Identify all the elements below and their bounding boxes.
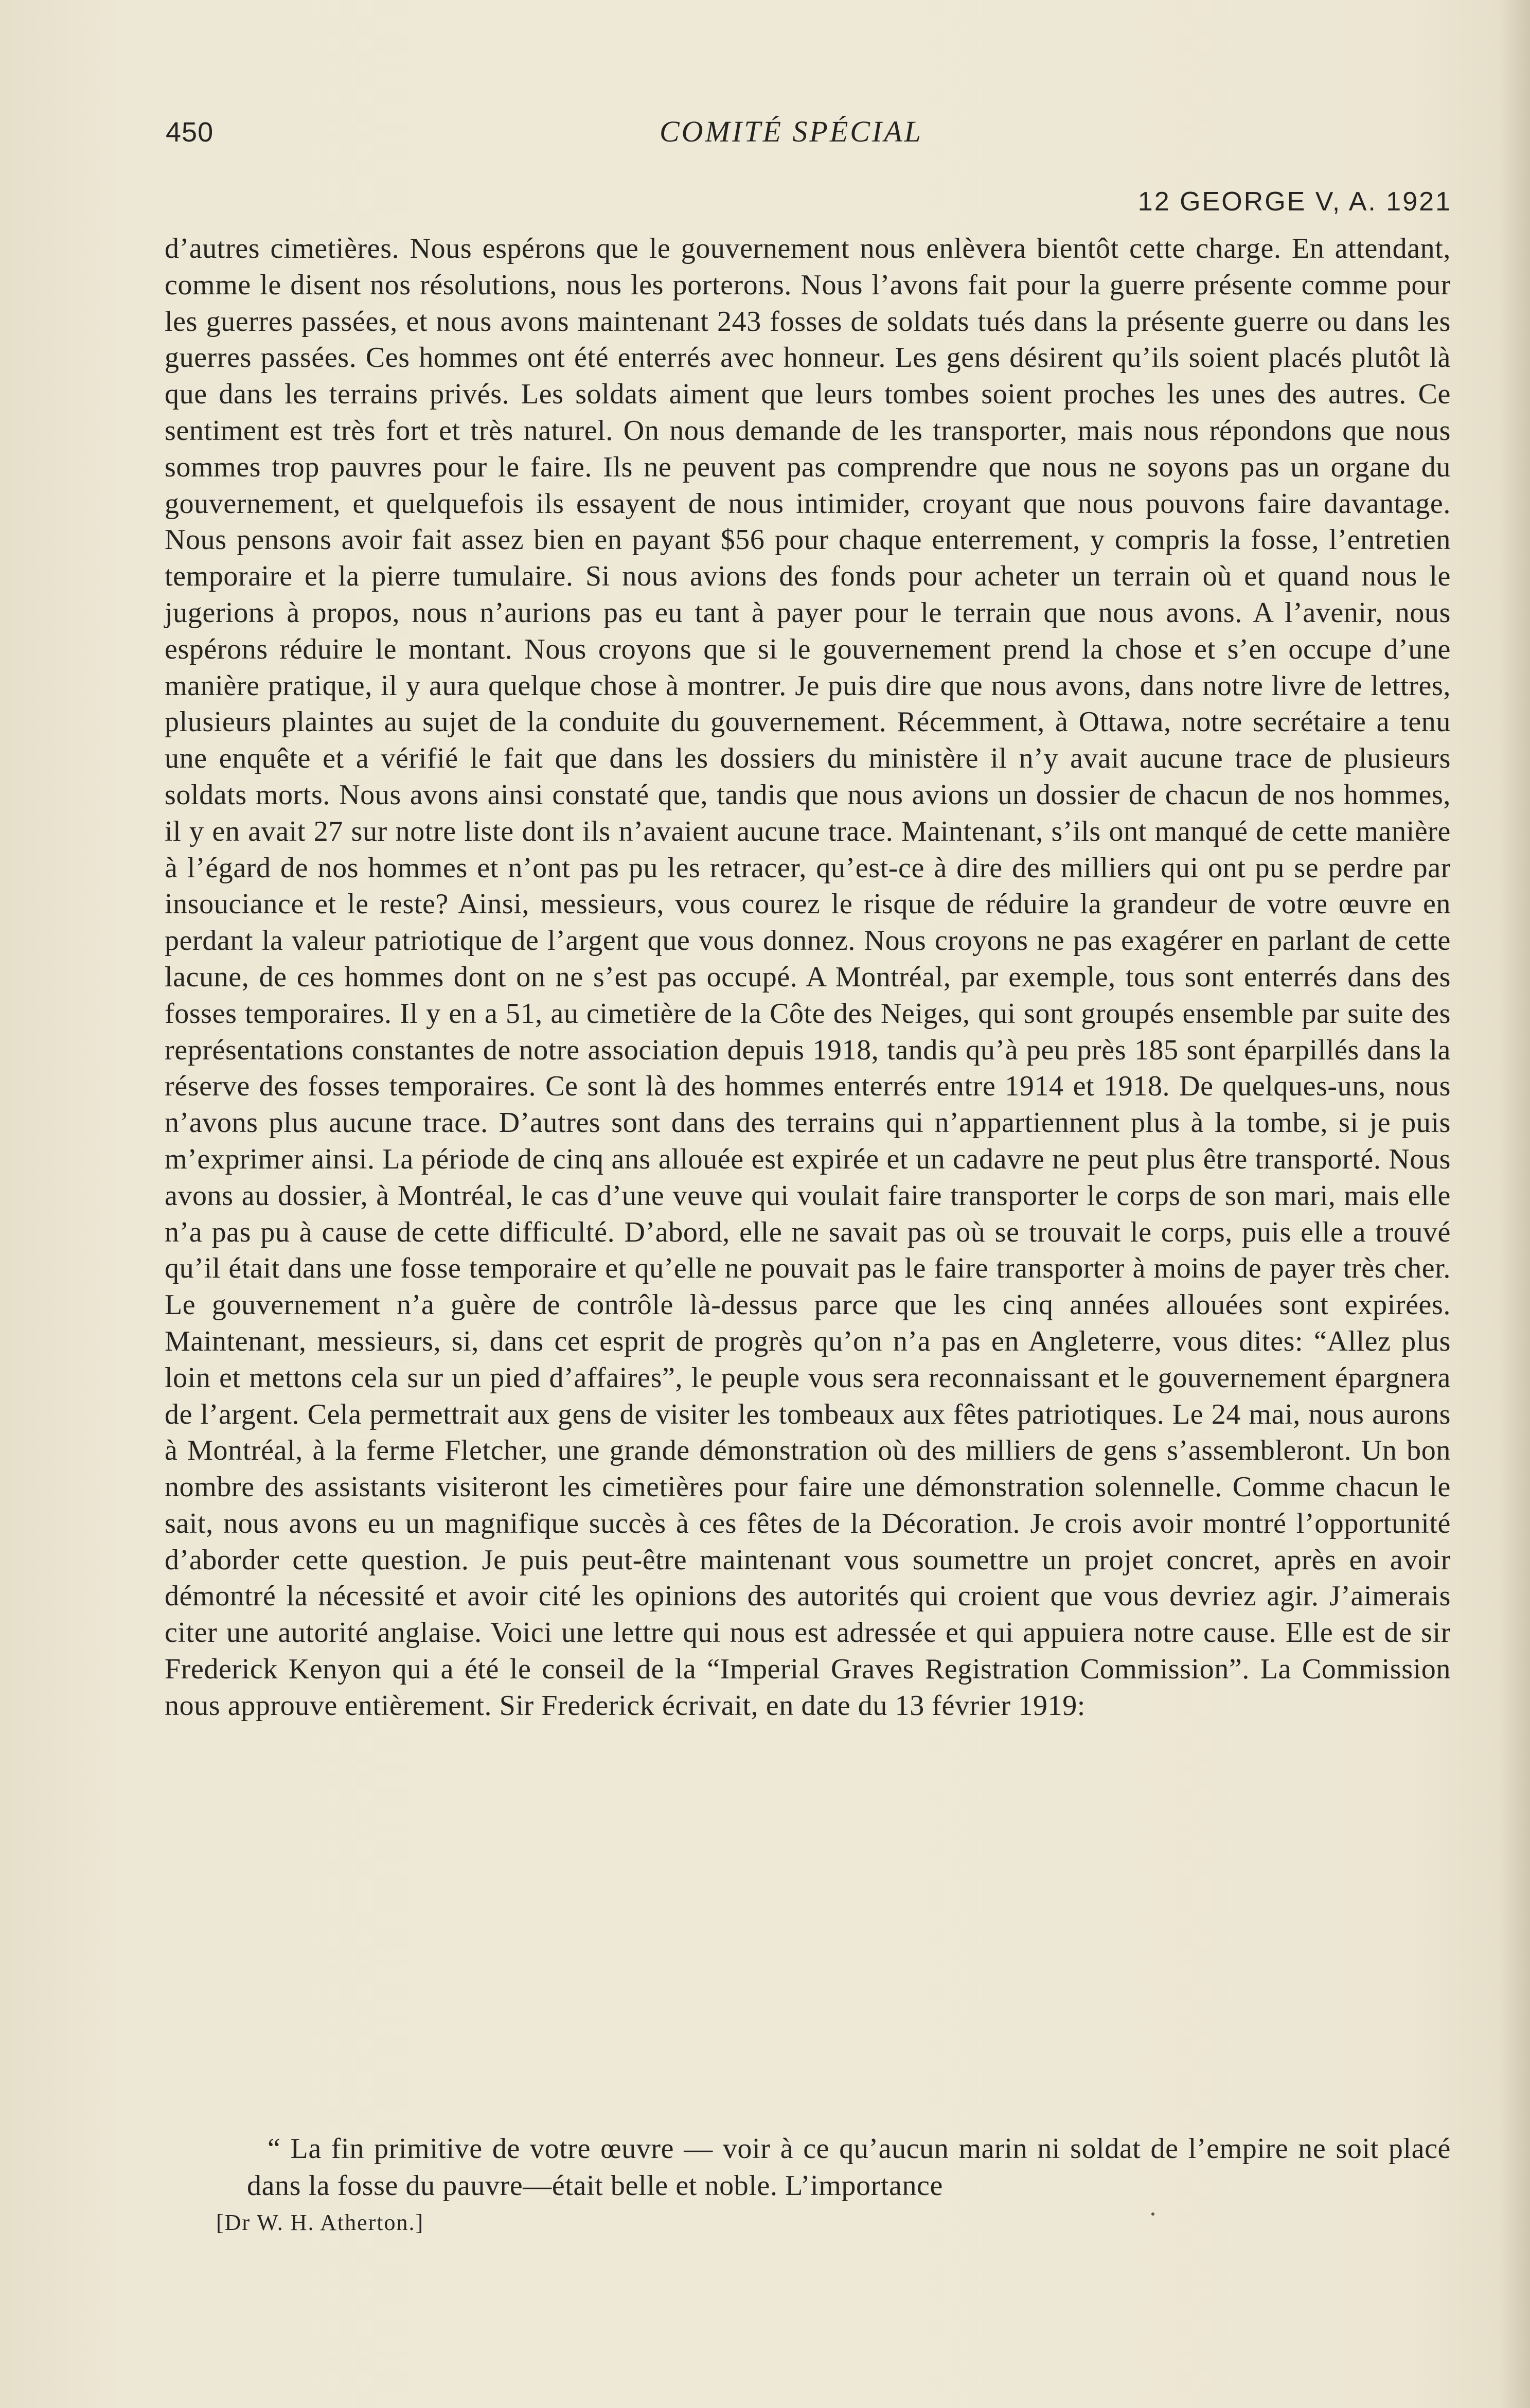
speaker-footnote: [Dr W. H. Atherton.] xyxy=(216,2210,424,2235)
running-title: COMITÉ SPÉCIAL xyxy=(660,115,923,148)
page-header xyxy=(166,116,1452,157)
speck-mark xyxy=(1151,2212,1154,2216)
session-label: 12 GEORGE V, A. 1921 xyxy=(1137,187,1452,217)
quoted-letter: “ La fin primitive de votre œuvre — voir à ce qu’aucun marin ni soldat de l’empire ne soit placé dans la fosse du pauvre—était belle et noble. L’importance xyxy=(247,2133,1451,2202)
page-edge-shadow xyxy=(1499,0,1530,2408)
body-paragraph: d’autres cimetières. Nous espérons que le gouvernement nous enlèvera bientôt cette charge. En attendant, comme le disent nos résolutions, nous les porterons. Nous l’avons fait pour la guerre présente comme pour les guerres passées, et nous avons maintenant 243 fosses de soldats tués dans la présente guerre ou dans les guerres passées. Ces hommes ont été enterrés avec honneur. Les gens désirent qu’ils soient placés plutôt là que dans les terrains privés. Les soldats aiment que leurs tombes soient proches les unes des autres. Ce sentiment est très fort et très naturel. On nous demande de les transporter, mais nous répondons que nous sommes trop pauvres pour le faire. Ils ne peuvent pas comprendre que nous ne soyons pas un organe du gouvernement, et quelquefois ils essayent de nous intimider, croyant que nous pouvons faire davantage. Nous pensons avoir fait assez bien en payant $56 pour chaque enterrement, y compris la fosse, l’entretien temporaire et la pierre tumulaire. Si nous avions des fonds pour acheter un terrain où et quand nous le jugerions à propos, nous n’aurions pas eu tant à payer pour le terrain que nous avons. A l’avenir, nous espérons réduire le montant. Nous croyons que si le gouvernement prend la chose et s’en occupe d’une manière pratique, il y aura quelque chose à montrer. Je puis dire que nous avons, dans notre livre de lettres, plusieurs plaintes au sujet de la conduite du gouvernement. Récemment, à Ottawa, notre secrétaire a tenu une enquête et a vérifié le fait que dans les dossiers du ministère il n’y avait aucune trace de plusieurs soldats morts. Nous avons ainsi constaté que, tandis que nous avions un dossier de chacun de nos hommes, il y en avait 27 sur notre liste dont ils n’avaient aucune trace. Maintenant, s’ils ont manqué de cette manière à l’égard de nos hommes et n’ont pas pu les retracer, qu’est-ce à dire des milliers qui ont pu se perdre par insouciance et le reste? Ainsi, messieurs, vous courez le risque de réduire la grandeur de votre œuvre en perdant la valeur patriotique de l’argent que vous donnez. Nous croyons ne pas exagérer en parlant de cette lacune, de ces hommes dont on ne s’est pas occupé. A Montréal, par exemple, tous sont enterrés dans des fosses temporaires. Il y en a 51, au cimetière de la Côte des Neiges, qui sont groupés ensemble par suite des représentations constantes de notre association depuis 1918, tandis qu’à peu près 185 sont éparpillés dans la réserve des fosses temporaires. Ce sont là des hommes enterrés entre 1914 et 1918. De quelques-uns, nous n’avons plus aucune trace. D’autres sont dans des terrains qui n’appartiennent plus à la tombe, si je puis m’exprimer ainsi. La période de cinq ans allouée est expirée et un cadavre ne peut plus être transporté. Nous avons au dossier, à Montréal, le cas d’une veuve qui voulait faire transporter le corps de son mari, mais elle n’a pas pu à cause de cette difficulté. D’abord, elle ne savait pas où se trouvait le corps, puis elle a trouvé qu’il était dans une fosse temporaire et qu’elle ne pouvait pas le faire transporter à moins de payer très cher. Le gouvernement n’a guère de contrôle là-dessus parce que les cinq années allouées sont expirées. Maintenant, messieurs, si, dans cet esprit de progrès qu’on n’a pas en Angleterre, vous dites: “Allez plus loin et mettons cela sur un pied d’affaires”, le peuple vous sera reconnaissant et le gouvernement épargnera de l’argent. Cela permettrait aux gens de visiter les tombeaux aux fêtes patriotiques. Le 24 mai, nous aurons à Montréal, à la ferme Fletcher, une grande démonstration où des milliers de gens s’assembleront. Un bon nombre des assistants visiteront les cimetières pour faire une démonstration solennelle. Comme chacun le sait, nous avons eu un magnifique succès à ces fêtes de la Décoration. Je crois avoir montré l’opportunité d’aborder cette question. Je puis peut-être maintenant vous soumettre un projet concret, après en avoir démontré la nécessité et avoir cité les opinions des autorités qui croient que vous devriez agir. J’aimerais citer une autorité anglaise. Voici une lettre qui nous est adressée et qui appuiera notre cause. Elle est de sir Frederick Kenyon qui a été le conseil de la “Imperial Graves Registration Commission”. La Commission nous approuve entièrement. Sir Frederick écrivait, en date du 13 février 1919: xyxy=(165,233,1451,1722)
page-number: 450 xyxy=(166,117,214,148)
